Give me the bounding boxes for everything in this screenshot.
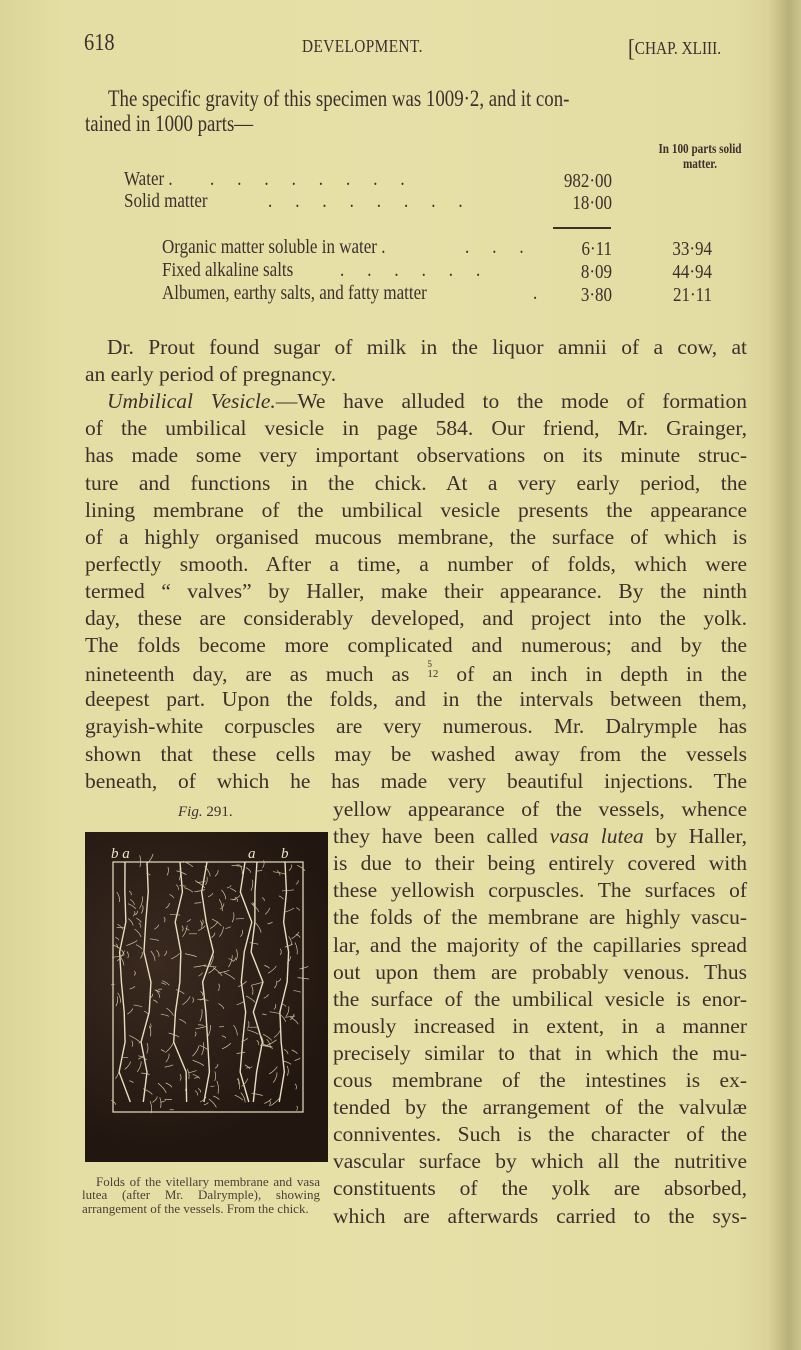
- text-segment: of a highly organised mucous membrane, the surface of which is: [85, 524, 747, 549]
- vessel-branch: [264, 965, 269, 968]
- vessel-branch: [144, 1011, 148, 1014]
- text-line: [333, 1067, 747, 1094]
- vessel-branch: [140, 952, 142, 958]
- vessel-branch: [289, 936, 292, 945]
- vessel-branch: [219, 899, 222, 911]
- page-number: 618: [84, 30, 115, 56]
- leader-dots: . . .: [465, 236, 524, 258]
- vessel-branch: [136, 945, 142, 950]
- text-segment: the surface of the umbilical vesicle is enor-: [333, 986, 747, 1011]
- vessel-branch: [125, 1062, 131, 1070]
- vessel-branch: [151, 951, 155, 961]
- vessel-branch: [237, 1052, 245, 1053]
- vessel-branch: [198, 1025, 204, 1026]
- figure-label-prefix: Fig.: [178, 804, 203, 820]
- text-segment: mously increased in extent, in a manner: [333, 1013, 747, 1038]
- text-segment: vascular surface by which all the nutritive: [333, 1149, 747, 1174]
- text-segment: they have been called: [333, 824, 550, 849]
- running-head: DEVELOPMENT.: [302, 36, 423, 56]
- text-segment: day, these are considerably developed, and project into the yolk.: [85, 606, 747, 630]
- vessel-branch: [187, 919, 190, 922]
- figure-letter-b: b: [281, 846, 289, 862]
- vessel-branch: [292, 1050, 298, 1054]
- leader-dots: . . . . . . . .: [268, 190, 463, 212]
- vessel-branch: [150, 1101, 152, 1113]
- text-segment: of the umbilical vesicle in page 584. Our friend, Mr. Grainger,: [85, 416, 747, 441]
- vessel-branch: [296, 934, 300, 937]
- text-line: [85, 578, 747, 605]
- text-line: [85, 551, 747, 578]
- text-line: [85, 415, 747, 442]
- vessel-branch: [262, 1014, 266, 1015]
- vessel-branch: [255, 922, 261, 933]
- text-line: [85, 768, 747, 795]
- vessel-branch: [182, 926, 183, 931]
- text-line: [85, 741, 747, 768]
- vessel-branch: [201, 991, 203, 995]
- vessel-branch: [187, 1069, 189, 1079]
- vessel-branch: [228, 955, 232, 967]
- vessel-branch: [277, 978, 280, 982]
- vessel-branch: [251, 985, 253, 995]
- vessel-branch: [139, 923, 141, 928]
- vessel-branch: [251, 1093, 262, 1095]
- vessel-branch: [134, 1005, 143, 1007]
- vessel-branch: [245, 1065, 250, 1069]
- text-line: [333, 1094, 747, 1121]
- text-line: [333, 796, 747, 823]
- vessel-branch: [198, 1088, 201, 1092]
- vessel-branch: [271, 1097, 280, 1105]
- vessel-branch: [169, 894, 173, 898]
- vessel-branch: [132, 1041, 133, 1047]
- vessel-branch: [233, 1025, 237, 1035]
- italic-text: vasa lutea: [549, 824, 644, 849]
- vessel-branch: [215, 1064, 218, 1068]
- chapter-text: CHAP. XLIII.: [634, 38, 722, 58]
- vessel-branch: [269, 1067, 277, 1074]
- leader-dots: . . . . . . . .: [210, 168, 405, 190]
- vessel-branch: [150, 939, 159, 941]
- column-header: In 100 parts solid matter.: [658, 142, 742, 172]
- vessel-branch: [233, 957, 236, 961]
- vessel-branch: [126, 940, 137, 945]
- vessel-branch: [219, 927, 223, 937]
- vessel-branch: [129, 1081, 133, 1083]
- vessel-branch: [165, 1043, 173, 1053]
- vessel-branch: [274, 1004, 276, 1009]
- italic-text: Umbilical Vesicle.: [107, 389, 276, 414]
- vessel-branch: [164, 951, 167, 956]
- figure-caption: Folds of the vitellary membrane and vasa lutea (after Mr. Dalrymple), showing arrangement of the vessels. From the chick.: [82, 1174, 320, 1216]
- vessel-branch: [166, 1054, 169, 1062]
- vessel-branch: [176, 990, 184, 994]
- vessel-branch: [180, 1074, 181, 1080]
- percent-albumen: 21·11: [672, 284, 712, 306]
- vessel-branch: [237, 1001, 245, 1005]
- vessel-branch: [116, 944, 118, 948]
- vessel-branch: [158, 1083, 166, 1093]
- text-segment: —We have alluded to the mode of formation: [275, 389, 747, 414]
- text-line: [333, 1175, 747, 1202]
- vessel-branch: [194, 890, 205, 892]
- text-line: [85, 659, 747, 686]
- vessel-branch: [241, 1093, 245, 1103]
- vessel-branch: [212, 919, 222, 926]
- text-segment: The folds become more complicated and numerous; and by the: [85, 633, 747, 658]
- vessel-branch: [182, 996, 190, 1005]
- text-segment: deepest part. Upon the folds, and in the intervals between them,: [85, 687, 747, 712]
- text-segment: of an inch in depth in the: [438, 662, 747, 687]
- text-line: [333, 1121, 747, 1148]
- text-segment: nineteenth day, are as much as: [85, 662, 428, 687]
- vessel-branch: [236, 918, 244, 919]
- vessel-branch: [293, 991, 300, 993]
- vessel-branch: [200, 921, 202, 929]
- vessel-branch: [165, 1065, 173, 1067]
- vessel-branch: [118, 993, 121, 1003]
- text-line: [333, 959, 747, 986]
- vessel-branch: [224, 973, 235, 980]
- fold-line: [202, 862, 214, 1102]
- vessel-branch: [134, 971, 135, 976]
- vessel-branch: [137, 1061, 141, 1071]
- fraction-denominator: 12: [427, 668, 439, 681]
- text-line: [333, 1203, 747, 1230]
- vessel-branch: [296, 1106, 297, 1111]
- vessel-branch: [147, 1043, 148, 1053]
- vessel-branch: [289, 864, 292, 870]
- vessel-branch: [166, 1008, 173, 1016]
- vessel-branch: [264, 994, 269, 998]
- row-label-solid: Solid matter: [124, 190, 208, 212]
- vessel-branch: [157, 950, 159, 957]
- figure-label: [178, 804, 233, 821]
- figure-number: 291.: [206, 804, 233, 820]
- text-line: [333, 1148, 747, 1175]
- vessel-branch: [211, 1086, 215, 1087]
- vessel-branch: [130, 899, 134, 905]
- vessel-branch: [167, 867, 168, 875]
- fraction: [427, 659, 438, 679]
- vessel-branch: [251, 880, 253, 891]
- vessel-branch: [218, 984, 219, 991]
- vessel-branch: [136, 918, 141, 922]
- vessel-branch: [295, 942, 297, 954]
- vessel-branch: [118, 924, 123, 929]
- row-label-water: Water .: [124, 168, 173, 190]
- text-segment: precisely similar to that in which the mu-: [333, 1040, 747, 1065]
- text-segment: tended by the arrangement of the valvulæ: [333, 1095, 747, 1120]
- vessel-branch: [279, 896, 284, 900]
- chapter-label: [CHAP. XLIII.: [628, 36, 722, 62]
- row-label-alkaline: Fixed alkaline salts: [162, 259, 294, 281]
- vessel-branch: [141, 1073, 149, 1074]
- vessel-branch: [140, 855, 141, 867]
- vessel-branch: [115, 937, 118, 940]
- vessel-branch: [235, 1095, 243, 1100]
- text-segment: constituents of the yolk are absorbed,: [333, 1176, 747, 1201]
- text-segment: cous membrane of the intestines is ex-: [333, 1068, 747, 1092]
- vessel-branch: [164, 917, 165, 922]
- vessel-branch: [161, 983, 166, 985]
- value-alkaline: 8·09: [580, 261, 612, 283]
- vessel-branch: [248, 1021, 249, 1028]
- vessel-branch: [208, 966, 216, 973]
- vessel-branch: [280, 949, 281, 955]
- text-line: [107, 334, 747, 361]
- vessel-branch: [246, 996, 255, 1002]
- vessel-branch: [184, 888, 193, 893]
- text-line: [85, 470, 747, 497]
- text-line: [85, 605, 747, 632]
- value-albumen: 3·80: [580, 284, 612, 306]
- vessel-branch: [273, 872, 285, 874]
- text-segment: by Haller,: [643, 824, 748, 849]
- text-segment: ture and functions in the chick. At a very early period, the: [85, 470, 747, 495]
- vessel-branch: [215, 1072, 216, 1081]
- vessel-branch: [113, 945, 119, 948]
- text-line: [333, 932, 747, 959]
- leader-dots: .: [533, 282, 538, 304]
- vessel-branch: [270, 1012, 279, 1014]
- vessel-branch: [208, 1025, 211, 1037]
- vessel-branch: [176, 885, 178, 890]
- vessel-branch: [265, 908, 269, 914]
- vessel-branch: [153, 1000, 157, 1003]
- vessel-branch: [213, 968, 222, 976]
- vessel-branch: [198, 972, 202, 976]
- vessel-branch: [197, 999, 208, 1000]
- text-segment: these yellowish corpuscles. The surfaces of: [333, 878, 747, 903]
- vessel-branch: [150, 1024, 151, 1029]
- vessel-branch: [135, 929, 142, 937]
- vessel-branch: [130, 986, 135, 989]
- vessel-branch: [218, 1004, 223, 1009]
- vessel-branch: [194, 903, 201, 904]
- fraction-numerator: 5: [427, 659, 432, 670]
- text-segment: is due to their being entirely covered with: [333, 851, 747, 876]
- vessel-branch: [192, 1046, 198, 1057]
- text-segment: shown that these cells may be washed away from the vessels: [85, 741, 747, 766]
- text-line: [333, 904, 747, 931]
- intro-line-2: tained in 1000 parts—: [85, 111, 254, 136]
- vessel-branch: [282, 890, 294, 891]
- vessel-branch: [115, 1068, 119, 1078]
- figure-illustration: [85, 832, 328, 1162]
- vessel-branch: [209, 1099, 217, 1108]
- intro-line-1: The specific gravity of this specimen was 1009·2, and it con-: [108, 86, 570, 111]
- vessel-branch: [193, 997, 194, 1002]
- vessel-branch: [273, 1072, 277, 1082]
- vessel-branch: [179, 1019, 186, 1023]
- vessel-branch: [274, 1029, 281, 1037]
- vessel-branch: [299, 966, 308, 969]
- vessel-branch: [200, 1009, 202, 1021]
- vessel-branch: [208, 893, 213, 897]
- text-segment: perfectly smooth. After a time, a number of folds, which were: [85, 551, 747, 576]
- figure-letters-left: b a: [111, 846, 130, 862]
- vessel-branch: [221, 890, 225, 899]
- vessel-branch: [204, 966, 215, 967]
- percent-alkaline: 44·94: [672, 261, 712, 283]
- vessel-branch: [129, 891, 131, 895]
- vessel-branch: [133, 911, 135, 916]
- text-line: [333, 823, 747, 850]
- vessel-branch: [231, 865, 238, 866]
- text-line: [85, 361, 747, 388]
- vessel-branch: [269, 1100, 270, 1106]
- vessel-branch: [189, 1070, 197, 1072]
- vessel-branch: [222, 1043, 231, 1049]
- row-label-organic: Organic matter soluble in water .: [162, 236, 386, 258]
- text-segment: which are afterwards carried to the sys-: [333, 1203, 747, 1228]
- text-segment: out upon them are probably venous. Thus: [333, 959, 747, 984]
- vessel-branch: [268, 966, 276, 973]
- vessel-branch: [140, 896, 143, 908]
- vessel-branch: [296, 908, 299, 911]
- vessel-branch: [218, 970, 229, 973]
- vessel-branch: [128, 919, 133, 926]
- vessel-branch: [274, 981, 277, 988]
- vessel-branch: [211, 933, 214, 938]
- text-line: [85, 497, 747, 524]
- vessel-branch: [112, 955, 125, 958]
- text-segment: conniventes. Such is the character of the: [333, 1122, 747, 1147]
- vessel-branch: [287, 1066, 288, 1076]
- vessel-branch: [185, 954, 197, 957]
- leader-dots: . . . . . .: [340, 259, 481, 281]
- vessel-branch: [236, 949, 237, 960]
- text-line: [85, 686, 747, 713]
- vessel-branch: [246, 868, 251, 873]
- vessel-branch: [202, 1042, 204, 1055]
- vessel-branch: [217, 1081, 219, 1094]
- vessel-branch: [135, 911, 137, 915]
- text-line: [85, 524, 747, 551]
- text-line: [333, 986, 747, 1013]
- vessel-branch: [129, 1035, 140, 1042]
- vessel-branch: [247, 1030, 258, 1034]
- text-line: [85, 442, 747, 469]
- text-line: [85, 632, 747, 659]
- vessel-branch: [180, 885, 186, 886]
- figure-letter-a: a: [248, 846, 256, 862]
- text-segment: Dr. Prout found sugar of milk in the liquor amnii of a cow, at: [107, 335, 747, 359]
- text-segment: termed “ valves” by Haller, make their appearance. By the ninth: [85, 578, 747, 603]
- vessel-branch: [250, 943, 258, 945]
- text-segment: beneath, of which he has made very beautiful injections. The: [85, 768, 747, 793]
- text-segment: grayish-white corpuscles are very numerous. Mr. Dalrymple has: [85, 714, 747, 739]
- vessel-branch: [295, 1058, 300, 1061]
- vessel-branch: [237, 866, 243, 867]
- percent-organic: 33·94: [672, 238, 712, 260]
- text-segment: lar, and the majority of the capillaries spread: [333, 932, 747, 957]
- vessel-branch: [179, 868, 180, 880]
- vessel-branch: [232, 912, 234, 922]
- vessel-branch: [286, 1006, 289, 1016]
- vessel-branch: [153, 1096, 158, 1102]
- vessel-branch: [193, 1060, 204, 1065]
- vessel-branch: [268, 922, 273, 924]
- vessel-branch: [230, 888, 236, 892]
- vessel-branch: [215, 870, 218, 876]
- vessel-branch: [127, 1008, 132, 1014]
- vessel-branch: [265, 1040, 276, 1046]
- figure-frame: [113, 862, 303, 1112]
- vessel-branch: [127, 951, 128, 958]
- sum-rule: [553, 227, 611, 229]
- vessel-branch: [240, 930, 242, 937]
- vessel-branch: [171, 953, 179, 959]
- value-organic: 6·11: [581, 238, 612, 260]
- vessel-branch: [222, 1036, 226, 1038]
- vessel-branch: [166, 1083, 172, 1087]
- vessel-branch: [262, 898, 264, 901]
- vessel-branch: [195, 1026, 207, 1029]
- vessel-branch: [195, 1032, 196, 1037]
- text-segment: lining membrane of the umbilical vesicle presents the appearance: [85, 497, 747, 522]
- vessel-branch: [116, 996, 118, 1006]
- vessel-branch: [154, 925, 158, 930]
- vessel-branch: [213, 1096, 219, 1100]
- vessel-branch: [195, 1090, 198, 1095]
- text-line: [107, 388, 747, 415]
- vessel-branch: [296, 880, 298, 884]
- vessel-branch: [117, 892, 120, 902]
- vessel-branch: [297, 865, 305, 871]
- vessel-branch: [210, 921, 218, 928]
- text-line: [333, 1040, 747, 1067]
- text-line: [333, 1013, 747, 1040]
- vessel-branch: [161, 1014, 169, 1016]
- vessel-branch: [295, 1084, 296, 1090]
- text-line: [333, 850, 747, 877]
- fold-line: [174, 862, 187, 1102]
- text-segment: yellow appearance of the vessels, whence: [333, 797, 747, 821]
- vessel-engraving: [85, 832, 328, 1162]
- vessel-branch: [226, 927, 231, 929]
- text-segment: has made some very important observations on its minute struc-: [85, 443, 747, 468]
- vessel-branch: [204, 1102, 208, 1105]
- text-line: [333, 877, 747, 904]
- value-water: 982·00: [563, 170, 612, 192]
- fold-line: [251, 862, 263, 1102]
- row-label-albumen: Albumen, earthy salts, and fatty matter: [162, 282, 427, 304]
- value-solid: 18·00: [572, 192, 612, 214]
- vessel-branch: [257, 1040, 259, 1045]
- vessel-branch: [227, 885, 231, 888]
- vessel-branch: [290, 1017, 298, 1024]
- vessel-branch: [194, 1077, 198, 1079]
- vessel-branch: [228, 959, 233, 962]
- text-line: [85, 713, 747, 740]
- vessel-branch: [166, 903, 170, 908]
- text-segment: an early period of pregnancy.: [85, 362, 337, 387]
- vessel-branch: [284, 1061, 291, 1064]
- vessel-branch: [183, 925, 188, 936]
- vessel-branch: [141, 905, 143, 913]
- vessel-branch: [284, 1049, 288, 1054]
- text-segment: the folds of the membrane are highly vascu-: [333, 905, 747, 930]
- vessel-branch: [161, 1050, 164, 1053]
- vessel-branch: [160, 1097, 161, 1107]
